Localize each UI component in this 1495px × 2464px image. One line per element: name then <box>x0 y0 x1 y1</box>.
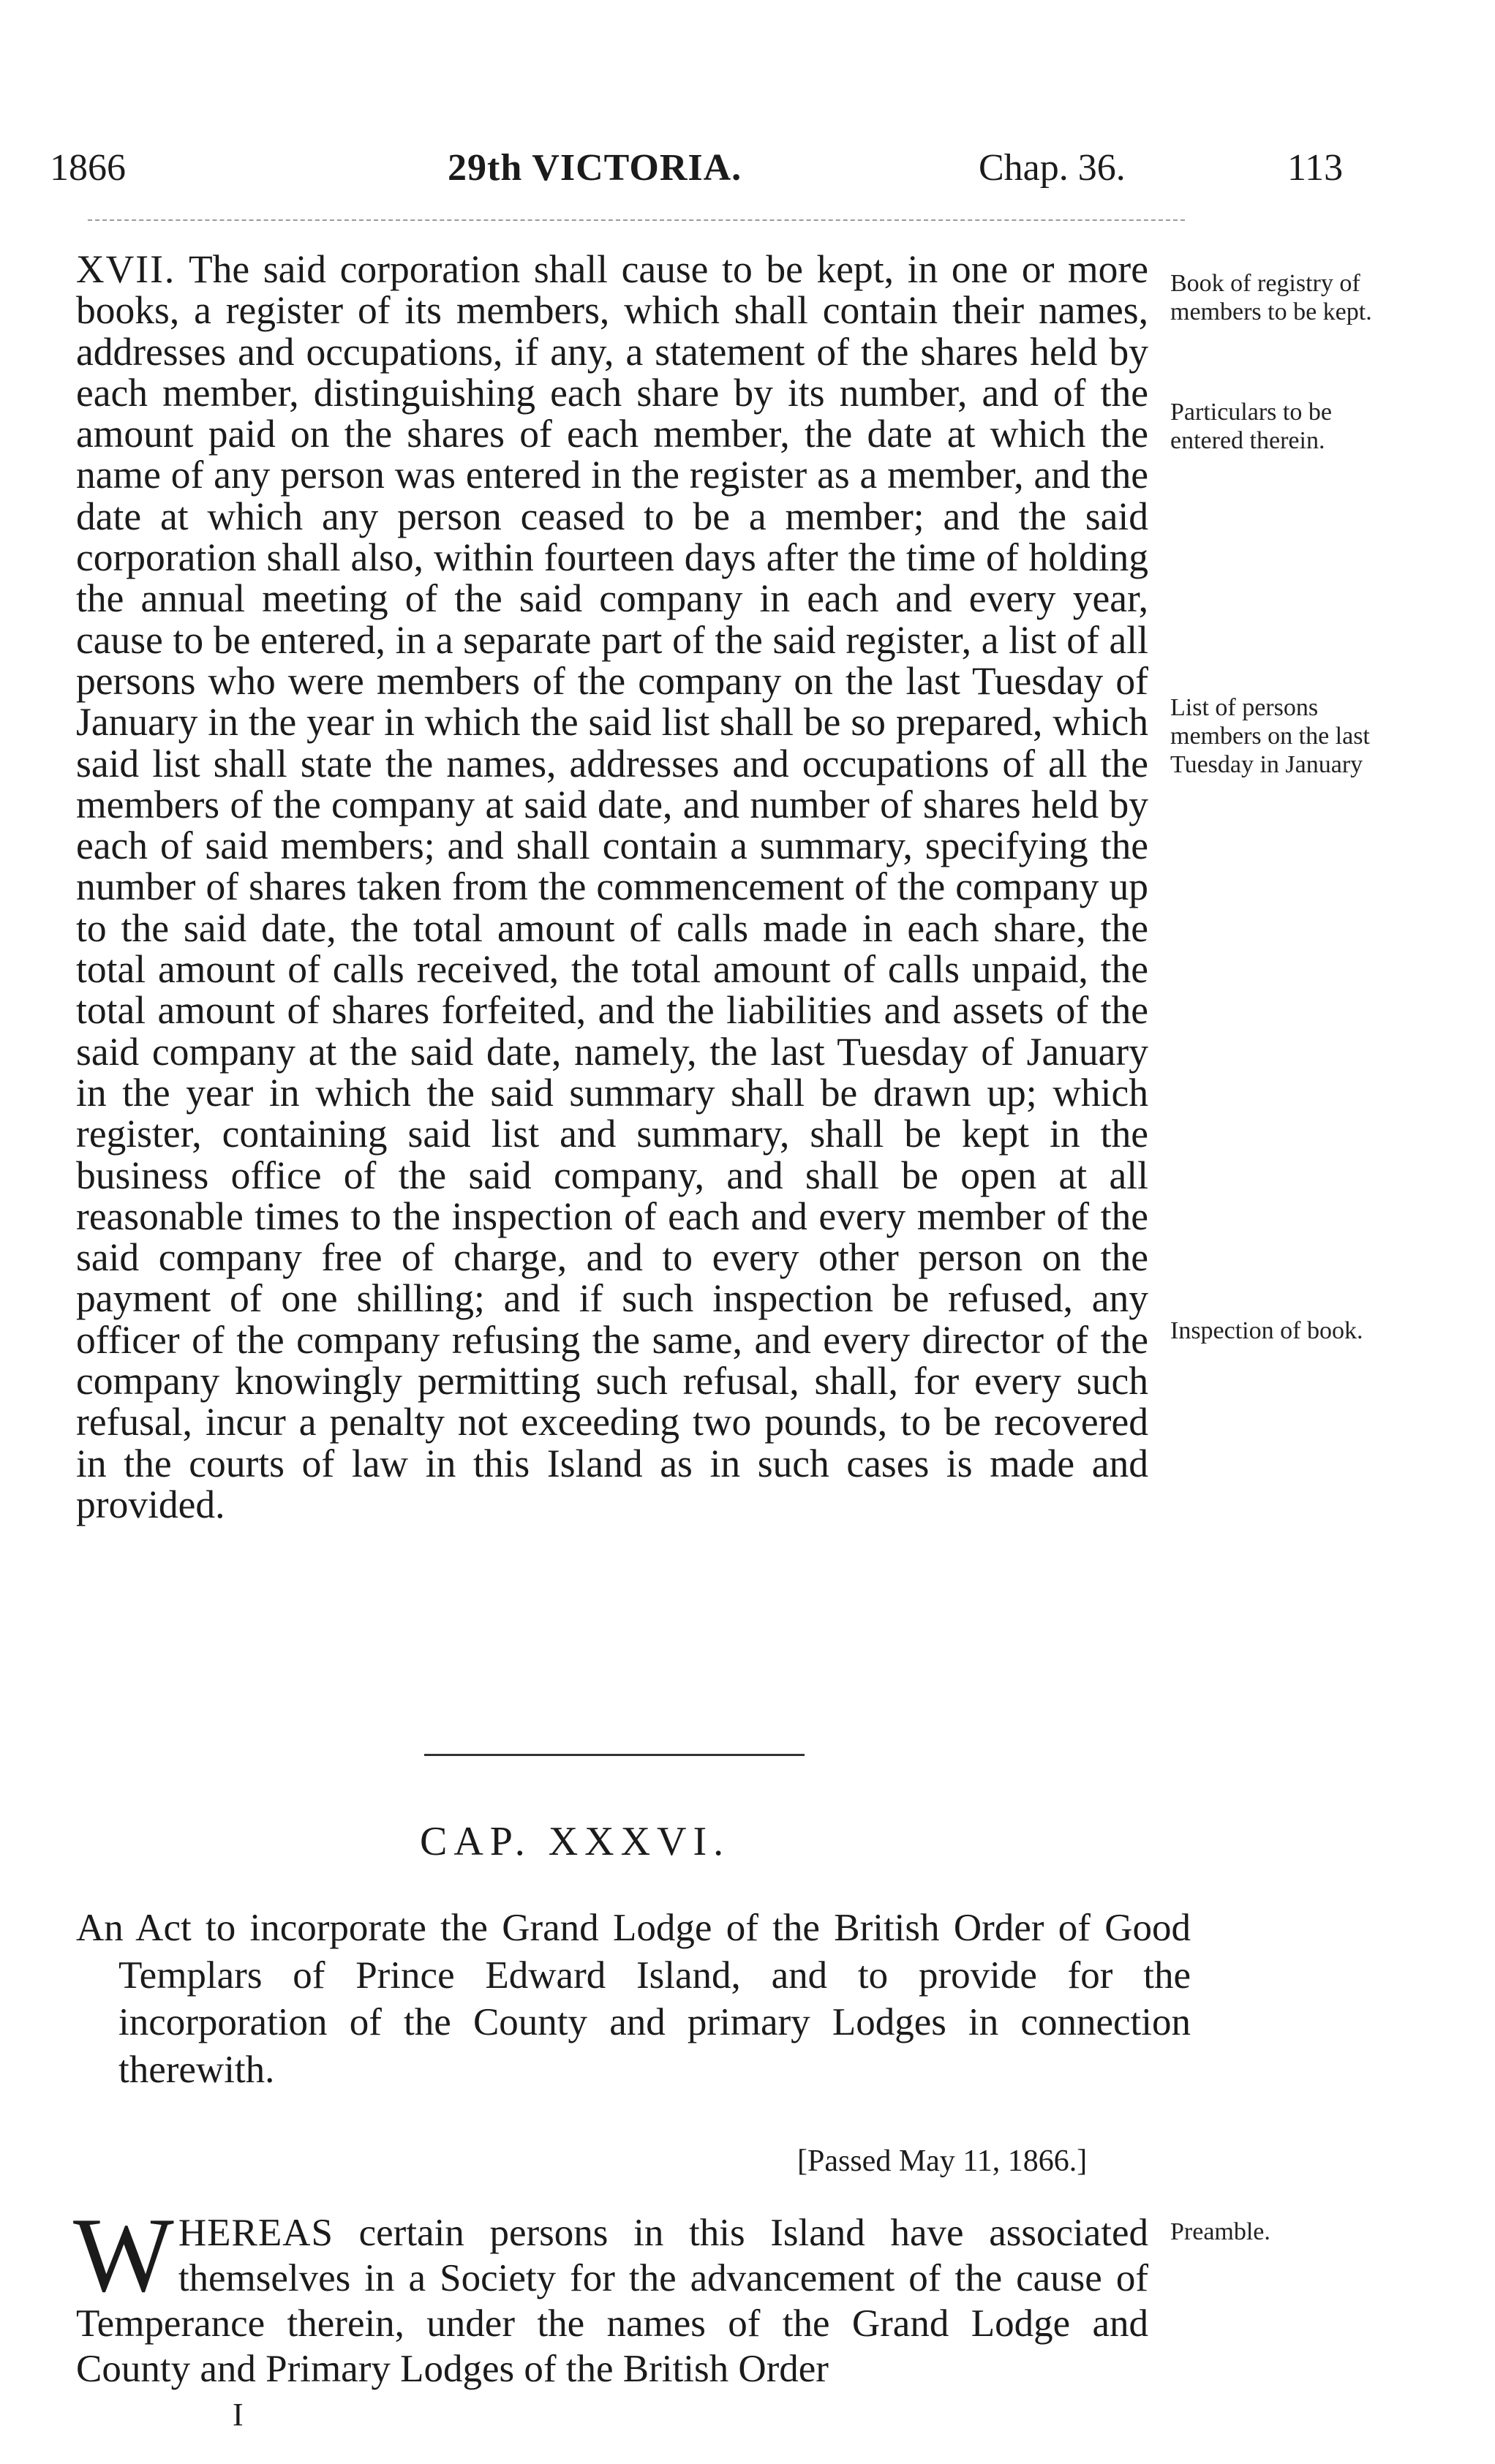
chapter-separator-rule <box>424 1754 805 1756</box>
marginal-note-list-of-persons: List of persons members on the last Tuesday in January <box>1170 694 1370 778</box>
section-text: The said corporation shall cause to be kept, in one or more books, a register of its members, which shall contain their names, addresses and occupations, if any, a statement of the shares held by each member, distinguishing each share by its number, and of the amount paid on the shares of each member, the date at which the name of any person was entered in the register as a member, and the date at which any person ceased to be a member; and the said corporation shall also, within fourteen days after the time of holding the annual meeting of the said company in each and every year, cause to be entered, in a separate part of the said register, a list of all persons who were members of the company on the last Tuesday of January in the year in which the said list shall be so prepared, which said list shall state the names, addresses and occupations of all the members of the company at said date, and number of shares held by each of said members; and shall contain a summary, specifying the number of shares taken from the commencement of the company up to the said date, the total amount of calls made in each share, the total amount of calls received, the total amount of calls unpaid, the total amount of shares forfeited, and the liabilities and assets of the said company at the said date, namely, the last Tuesday of January in the year in which the said summary shall be drawn up; which register, containing said list and summary, shall be kept in the business office of the said company, and shall be open at all reasonable times to the inspection of each and every member of the said company free of charge, and to every other person on the payment of one shilling; and if such inspection be refused, any officer of the company refusing the same, and every director of the company knowingly permitting such refusal, shall, for every such refusal, incur a penalty not exceeding two pounds, to be recovered in the courts of law in this Island as in such cases is made and provided. <box>76 247 1148 1526</box>
passed-date: [Passed May 11, 1866.] <box>797 2144 1088 2178</box>
marginal-note-inspection: Inspection of book. <box>1170 1317 1363 1344</box>
preamble-paragraph <box>73 2196 1148 2392</box>
act-title: An Act to incorporate the Grand Lodge of the British Order of Good Templars of Prince Edward Island, and to provide for the incorporation of the County and primary Lodges in connection therewith. <box>76 1907 1191 2091</box>
chapter-heading: CAP. XXXVI. <box>420 1819 731 1864</box>
signature-mark: I <box>233 2397 244 2433</box>
header-chapter: Chap. 36. <box>979 147 1126 189</box>
preamble-lead-caps: HEREAS <box>178 2212 334 2254</box>
marginal-note-preamble: Preamble. <box>1170 2218 1270 2245</box>
header-year: 1866 <box>50 147 126 189</box>
section-number: XVII. <box>76 247 176 291</box>
preamble-text: certain persons in this Island have associated themselves in a Society for the advancement of the cause of Temperance therein, under the names of the Grand Lodge and County and Primary Lodges of the British Order <box>76 2212 1148 2390</box>
drop-cap: W <box>73 2196 174 2314</box>
marginal-note-register: Book of registry of members to be kept. <box>1170 270 1372 325</box>
section-xvii-paragraph <box>76 249 1148 1525</box>
header-page-number: 113 <box>1287 147 1344 189</box>
header-reign: 29th VICTORIA. <box>448 147 742 189</box>
marginal-note-particulars: Particulars to be entered therein. <box>1170 399 1332 454</box>
header-rule <box>88 219 1185 221</box>
